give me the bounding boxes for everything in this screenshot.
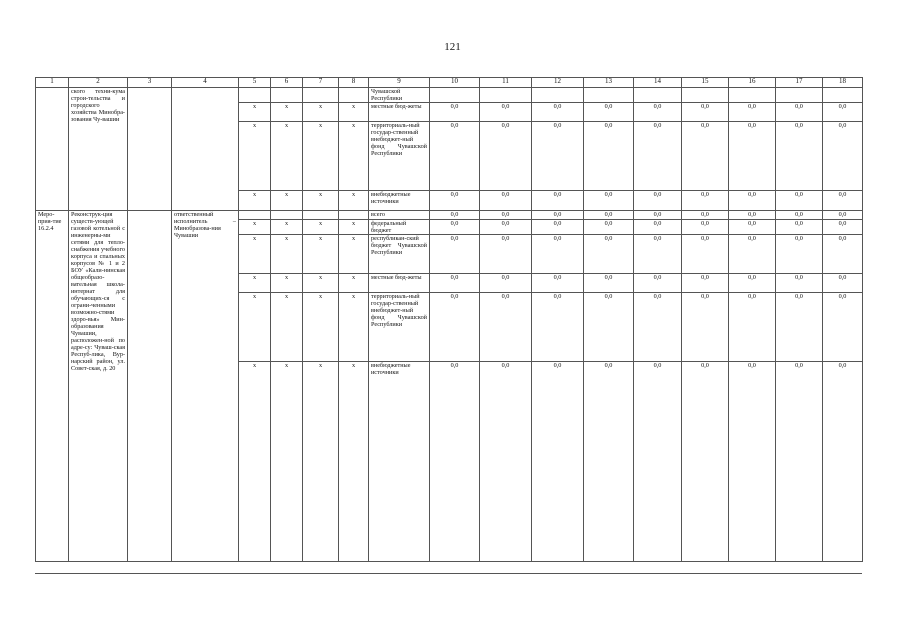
code-cell: x <box>303 362 339 562</box>
value-cell: 0,0 <box>532 191 584 211</box>
value-cell: 0,0 <box>532 211 584 220</box>
value-cell: 0,0 <box>584 293 634 362</box>
value-cell: 0,0 <box>682 362 729 562</box>
code-cell: x <box>239 191 271 211</box>
column-header: 15 <box>682 78 729 88</box>
row-label-cell <box>36 103 69 122</box>
column-header: 7 <box>303 78 339 88</box>
code-cell: x <box>239 122 271 191</box>
code-cell: x <box>271 362 303 562</box>
activity-label: Меро-прия-тие 16.2.4 <box>36 211 69 562</box>
value-cell <box>480 88 532 103</box>
column-header: 1 <box>36 78 69 88</box>
code-cell: x <box>271 220 303 235</box>
code-cell <box>239 88 271 103</box>
value-cell: 0,0 <box>532 220 584 235</box>
column-header: 11 <box>480 78 532 88</box>
value-cell: 0,0 <box>729 362 776 562</box>
code-cell: x <box>339 122 369 191</box>
value-cell: 0,0 <box>682 122 729 191</box>
code-cell: x <box>303 235 339 274</box>
source-cell: республикан-ский бюджет Чувашской Республики <box>369 235 430 274</box>
value-cell: 0,0 <box>776 220 823 235</box>
value-cell: 0,0 <box>634 103 682 122</box>
table-row <box>36 211 863 220</box>
value-cell: 0,0 <box>634 235 682 274</box>
value-cell: 0,0 <box>634 191 682 211</box>
value-cell: 0,0 <box>430 274 480 293</box>
code-cell: x <box>303 191 339 211</box>
code-cell <box>239 211 271 220</box>
value-cell: 0,0 <box>532 293 584 362</box>
column-header: 18 <box>823 78 863 88</box>
code-cell: x <box>271 122 303 191</box>
column-header: 3 <box>128 78 172 88</box>
value-cell: 0,0 <box>480 220 532 235</box>
value-cell: 0,0 <box>823 220 863 235</box>
code-cell: x <box>271 274 303 293</box>
value-cell: 0,0 <box>532 362 584 562</box>
value-cell: 0,0 <box>682 220 729 235</box>
table-row <box>36 88 863 103</box>
value-cell: 0,0 <box>682 274 729 293</box>
value-cell: 0,0 <box>480 191 532 211</box>
source-cell: территориаль-ный государ-ственный внебюджет-ный фонд Чувашской Республики <box>369 122 430 191</box>
value-cell: 0,0 <box>430 362 480 562</box>
column-header: 4 <box>172 78 239 88</box>
row-label-cell <box>36 191 69 211</box>
value-cell: 0,0 <box>823 122 863 191</box>
value-cell: 0,0 <box>729 191 776 211</box>
value-cell <box>430 88 480 103</box>
source-cell: местные бюд-жеты <box>369 274 430 293</box>
value-cell: 0,0 <box>776 274 823 293</box>
value-cell: 0,0 <box>430 220 480 235</box>
code-cell: x <box>239 293 271 362</box>
code-cell: x <box>339 103 369 122</box>
value-cell <box>729 88 776 103</box>
value-cell: 0,0 <box>532 274 584 293</box>
value-cell: 0,0 <box>584 235 634 274</box>
activity-name: Реконструк-ция существ-ующей газовой котельной с инженерны-ми сетями для тепло-снабжения учебного корпуса и спальных корпусов № 1 и 2 БОУ «Кали-нинская общеобразо-вательная школа-интернат для обучающих-ся с ограни-ченными возможно-стями здоро-вья» Мин-образования Чувашии, расположен-ной по адре-су: Чуваш-ская Респуб-лика, Вур-нарский район, ул. Совет-ская, д. 20 <box>69 211 128 562</box>
value-cell: 0,0 <box>480 293 532 362</box>
value-cell: 0,0 <box>584 274 634 293</box>
row-label-cell <box>36 122 69 191</box>
value-cell <box>823 88 863 103</box>
value-cell: 0,0 <box>634 122 682 191</box>
column-header: 16 <box>729 78 776 88</box>
code-cell <box>303 211 339 220</box>
column-header: 8 <box>339 78 369 88</box>
value-cell: 0,0 <box>430 122 480 191</box>
code-cell: x <box>271 293 303 362</box>
code-cell <box>271 88 303 103</box>
value-cell: 0,0 <box>729 122 776 191</box>
value-cell: 0,0 <box>584 211 634 220</box>
value-cell: 0,0 <box>729 235 776 274</box>
value-cell: 0,0 <box>823 103 863 122</box>
code-cell: x <box>339 362 369 562</box>
code-cell: x <box>339 191 369 211</box>
source-cell: всего <box>369 211 430 220</box>
column-header: 2 <box>69 78 128 88</box>
column-header: 17 <box>776 78 823 88</box>
value-cell <box>634 88 682 103</box>
value-cell: 0,0 <box>776 211 823 220</box>
row-label-cell <box>36 88 69 103</box>
code-cell <box>339 211 369 220</box>
value-cell: 0,0 <box>584 122 634 191</box>
code-cell: x <box>239 235 271 274</box>
activity-name: ского техни-кума строи-тельства и городского хозяйства Минобра-зования Чу-вашии <box>69 88 128 211</box>
value-cell: 0,0 <box>729 220 776 235</box>
value-cell: 0,0 <box>634 211 682 220</box>
code-cell <box>271 211 303 220</box>
page-number: 121 <box>444 41 461 53</box>
table-bottom-line <box>35 573 862 574</box>
value-cell <box>776 88 823 103</box>
value-cell: 0,0 <box>532 122 584 191</box>
code-cell: x <box>339 220 369 235</box>
value-cell: 0,0 <box>682 103 729 122</box>
column-header: 9 <box>369 78 430 88</box>
value-cell: 0,0 <box>682 235 729 274</box>
cell <box>172 88 239 211</box>
value-cell <box>584 88 634 103</box>
value-cell: 0,0 <box>480 362 532 562</box>
code-cell: x <box>303 220 339 235</box>
value-cell: 0,0 <box>823 211 863 220</box>
value-cell: 0,0 <box>430 235 480 274</box>
code-cell: x <box>239 274 271 293</box>
code-cell: x <box>339 235 369 274</box>
executor-cell: ответственный исполнитель – Минобразова-ния Чувашии <box>172 211 239 562</box>
value-cell: 0,0 <box>634 362 682 562</box>
cell <box>128 211 172 562</box>
code-cell: x <box>303 274 339 293</box>
value-cell: 0,0 <box>823 293 863 362</box>
value-cell: 0,0 <box>430 191 480 211</box>
code-cell: x <box>271 103 303 122</box>
code-cell: x <box>303 103 339 122</box>
code-cell <box>303 88 339 103</box>
source-cell: внебюджетные источники <box>369 362 430 562</box>
header-row <box>36 78 863 88</box>
value-cell: 0,0 <box>430 103 480 122</box>
value-cell: 0,0 <box>776 191 823 211</box>
value-cell: 0,0 <box>729 274 776 293</box>
code-cell: x <box>239 362 271 562</box>
value-cell: 0,0 <box>729 103 776 122</box>
value-cell: 0,0 <box>776 293 823 362</box>
value-cell: 0,0 <box>634 293 682 362</box>
value-cell: 0,0 <box>532 235 584 274</box>
value-cell: 0,0 <box>776 122 823 191</box>
budget-table <box>35 77 863 562</box>
value-cell: 0,0 <box>584 191 634 211</box>
code-cell: x <box>239 103 271 122</box>
value-cell <box>682 88 729 103</box>
value-cell: 0,0 <box>480 122 532 191</box>
code-cell: x <box>339 274 369 293</box>
cell <box>128 88 172 211</box>
code-cell: x <box>239 220 271 235</box>
column-header: 14 <box>634 78 682 88</box>
code-cell: x <box>271 235 303 274</box>
value-cell: 0,0 <box>682 293 729 362</box>
value-cell: 0,0 <box>634 220 682 235</box>
column-header: 12 <box>532 78 584 88</box>
value-cell: 0,0 <box>823 274 863 293</box>
value-cell: 0,0 <box>480 211 532 220</box>
value-cell: 0,0 <box>729 211 776 220</box>
value-cell: 0,0 <box>776 103 823 122</box>
value-cell: 0,0 <box>532 103 584 122</box>
value-cell: 0,0 <box>584 220 634 235</box>
value-cell: 0,0 <box>823 235 863 274</box>
value-cell: 0,0 <box>823 362 863 562</box>
source-cell: Чувашской Республики <box>369 88 430 103</box>
value-cell: 0,0 <box>682 191 729 211</box>
column-header: 6 <box>271 78 303 88</box>
value-cell: 0,0 <box>480 235 532 274</box>
source-cell: внебюджетные источники <box>369 191 430 211</box>
value-cell: 0,0 <box>776 235 823 274</box>
value-cell: 0,0 <box>430 293 480 362</box>
source-cell: федеральный бюджет <box>369 220 430 235</box>
value-cell: 0,0 <box>776 362 823 562</box>
value-cell: 0,0 <box>682 211 729 220</box>
value-cell: 0,0 <box>634 274 682 293</box>
code-cell <box>339 88 369 103</box>
value-cell: 0,0 <box>584 103 634 122</box>
value-cell: 0,0 <box>430 211 480 220</box>
code-cell: x <box>271 191 303 211</box>
value-cell: 0,0 <box>729 293 776 362</box>
code-cell: x <box>339 293 369 362</box>
value-cell <box>532 88 584 103</box>
column-header: 10 <box>430 78 480 88</box>
value-cell: 0,0 <box>480 103 532 122</box>
value-cell: 0,0 <box>480 274 532 293</box>
code-cell: x <box>303 122 339 191</box>
value-cell: 0,0 <box>584 362 634 562</box>
code-cell: x <box>303 293 339 362</box>
column-header: 5 <box>239 78 271 88</box>
source-cell: местные бюд-жеты <box>369 103 430 122</box>
source-cell: территориаль-ный государ-ственный внебюджет-ный фонд Чувашской Республики <box>369 293 430 362</box>
value-cell: 0,0 <box>823 191 863 211</box>
column-header: 13 <box>584 78 634 88</box>
